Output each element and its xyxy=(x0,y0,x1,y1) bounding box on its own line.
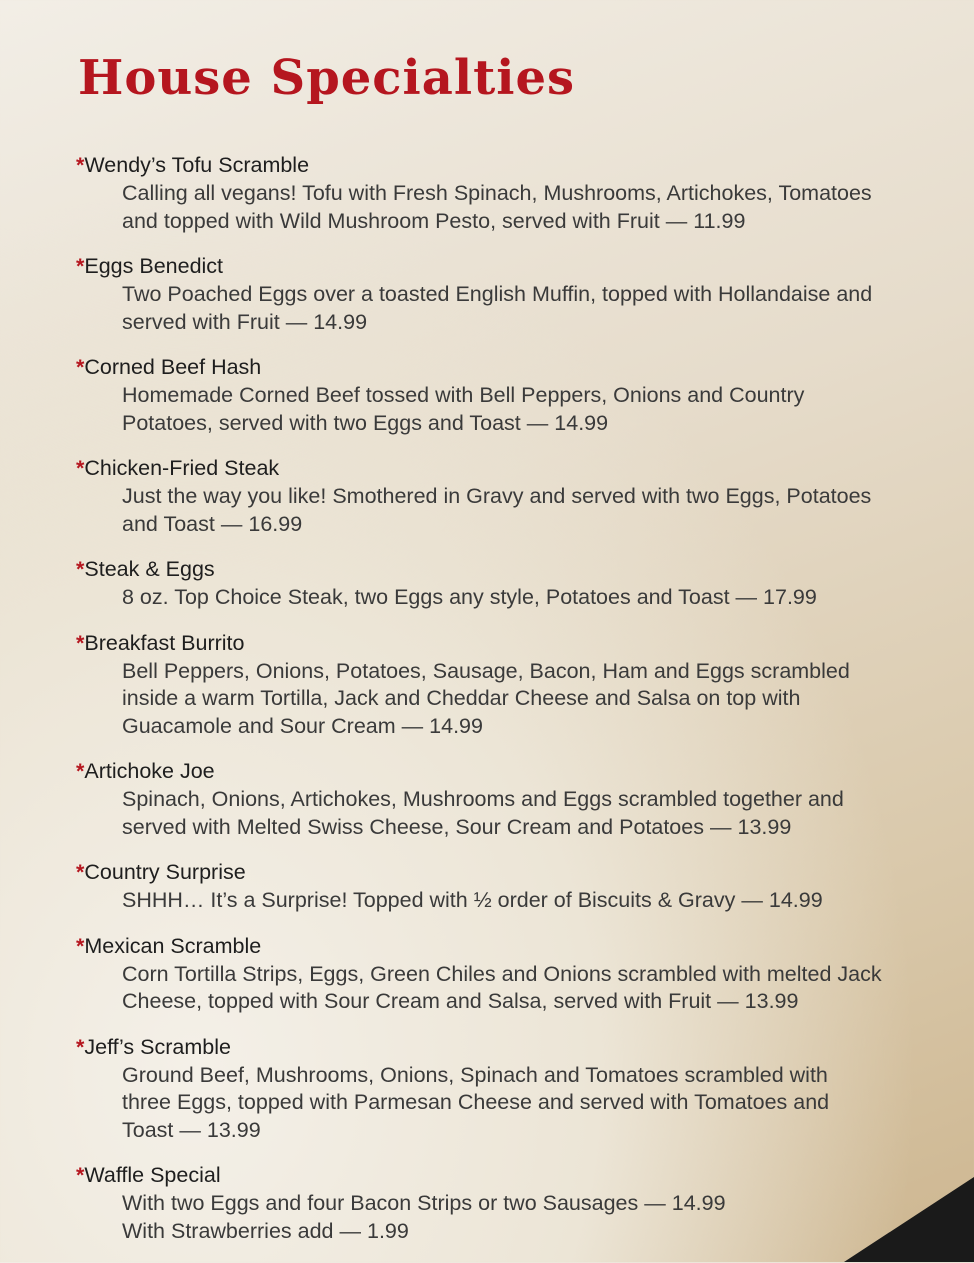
menu-item xyxy=(76,556,956,612)
description-text: Guacamole and Sour Cream xyxy=(122,713,396,738)
price-dash: — xyxy=(401,713,424,738)
description-line xyxy=(122,281,956,309)
item-description xyxy=(122,281,956,336)
price-dash: — xyxy=(179,1117,201,1142)
item-description xyxy=(122,961,956,1016)
description-text: With two Eggs and four Bacon Strips or two Sausages xyxy=(122,1191,639,1215)
page-title: House Specialties xyxy=(78,50,576,106)
item-price: 14.99 xyxy=(671,1191,726,1215)
item-title: Chicken-Fried Steak xyxy=(84,456,280,480)
price-dash: — xyxy=(644,1191,666,1215)
menu-item xyxy=(76,1034,956,1145)
item-title: Wendy’s Tofu Scramble xyxy=(84,153,310,177)
description-line xyxy=(122,814,956,842)
extra-price: 1.99 xyxy=(367,1218,409,1243)
item-price: 14.99 xyxy=(313,309,368,334)
description-text: 8 oz. Top Choice Steak, two Eggs any style, Potatoes and Toast xyxy=(122,585,730,609)
item-title: Eggs Benedict xyxy=(84,254,224,278)
star-icon: * xyxy=(76,153,85,177)
description-line xyxy=(122,1062,956,1090)
item-price: 13.99 xyxy=(737,814,792,839)
star-icon: * xyxy=(76,630,85,655)
description-line xyxy=(122,713,956,741)
item-title: Steak & Eggs xyxy=(84,557,215,581)
description-text: Corn Tortilla Strips, Eggs, Green Chiles and Onions scrambled with melted Jack xyxy=(122,961,882,986)
description-line xyxy=(122,309,956,337)
item-description xyxy=(122,1062,956,1145)
item-price: 14.99 xyxy=(554,410,609,435)
description-line xyxy=(122,511,956,539)
item-title: Waffle Special xyxy=(84,1163,221,1187)
item-price: 14.99 xyxy=(429,713,483,738)
description-line xyxy=(122,988,956,1016)
description-text: served with Fruit xyxy=(122,309,280,334)
item-price: 13.99 xyxy=(206,1117,261,1142)
item-description xyxy=(122,180,956,235)
price-dash: — xyxy=(709,814,732,839)
description-text: and topped with Wild Mushroom Pesto, served with Fruit xyxy=(122,208,660,233)
extra-line xyxy=(122,1218,956,1246)
item-price: 16.99 xyxy=(248,511,303,536)
star-icon: * xyxy=(76,1034,85,1059)
description-text: Spinach, Onions, Artichokes, Mushrooms and Eggs scrambled together and xyxy=(122,787,844,811)
item-name xyxy=(76,859,956,885)
description-text: Two Poached Eggs over a toasted English Muffin, topped with Hollandaise and xyxy=(122,282,873,306)
price-dash: — xyxy=(526,410,549,435)
description-text: Just the way you like! Smothered in Gravy and served with two Eggs, Potatoes xyxy=(122,484,872,508)
item-price: 13.99 xyxy=(744,989,799,1013)
star-icon: * xyxy=(76,759,85,783)
description-text: Calling all vegans! Tofu with Fresh Spinach, Mushrooms, Artichokes, Tomatoes xyxy=(122,181,872,205)
item-name xyxy=(76,1162,956,1188)
description-text: and Toast xyxy=(122,511,215,536)
item-price: 11.99 xyxy=(693,208,746,233)
description-line xyxy=(122,208,956,236)
item-name xyxy=(76,152,956,178)
menu-item xyxy=(76,1162,956,1245)
item-title: Artichoke Joe xyxy=(84,759,215,783)
description-line xyxy=(122,410,956,438)
description-line xyxy=(122,584,956,612)
description-line xyxy=(122,382,956,410)
star-icon: * xyxy=(76,933,85,958)
star-icon: * xyxy=(76,254,85,278)
description-line xyxy=(122,786,956,814)
description-text: Toast xyxy=(122,1117,174,1142)
description-text: SHHH… It’s a Surprise! Topped with ½ order of Biscuits & Gravy xyxy=(122,888,736,912)
item-name xyxy=(76,253,956,279)
price-dash: — xyxy=(741,888,763,912)
description-line xyxy=(122,658,956,686)
item-name xyxy=(76,1034,956,1060)
description-text: Cheese, topped with Sour Cream and Salsa, served with Fruit xyxy=(122,989,712,1013)
star-icon: * xyxy=(76,557,85,581)
description-line xyxy=(122,1190,956,1218)
description-line xyxy=(122,483,956,511)
menu-item xyxy=(76,152,956,235)
item-name xyxy=(76,455,956,481)
description-text: inside a warm Tortilla, Jack and Cheddar Cheese and Salsa on top with xyxy=(122,686,801,710)
item-name xyxy=(76,758,956,784)
item-description xyxy=(122,584,956,612)
item-name xyxy=(76,630,956,656)
item-title: Jeff’s Scramble xyxy=(84,1034,231,1059)
item-description xyxy=(122,483,956,538)
menu-item xyxy=(76,253,956,336)
description-text: three Eggs, topped with Parmesan Cheese and served with Tomatoes and xyxy=(122,1090,830,1114)
description-text: Potatoes, served with two Eggs and Toast xyxy=(122,410,521,435)
description-line xyxy=(122,685,956,713)
item-title: Country Surprise xyxy=(84,860,246,884)
star-icon: * xyxy=(76,456,85,480)
star-icon: * xyxy=(76,355,85,379)
price-dash: — xyxy=(735,585,758,609)
description-line xyxy=(122,887,956,915)
item-name xyxy=(76,556,956,582)
menu-list xyxy=(76,152,956,1263)
price-dash: — xyxy=(339,1218,361,1243)
menu-item xyxy=(76,354,956,437)
item-description xyxy=(122,887,956,915)
description-text: Ground Beef, Mushrooms, Onions, Spinach and Tomatoes scrambled with xyxy=(122,1062,828,1087)
price-dash: — xyxy=(717,989,739,1013)
item-description xyxy=(122,786,956,841)
item-price: 17.99 xyxy=(763,585,817,609)
menu-item xyxy=(76,859,956,915)
item-name xyxy=(76,933,956,959)
star-icon: * xyxy=(76,1163,85,1187)
description-line xyxy=(122,961,956,989)
item-title: Breakfast Burrito xyxy=(84,630,245,655)
item-description xyxy=(122,1190,956,1245)
price-dash: — xyxy=(285,309,308,334)
star-icon: * xyxy=(76,860,85,884)
extra-text: With Strawberries add xyxy=(122,1218,334,1243)
description-text: Bell Peppers, Onions, Potatoes, Sausage, Bacon, Ham and Eggs scrambled xyxy=(122,658,850,683)
item-title: Mexican Scramble xyxy=(84,933,262,958)
description-line xyxy=(122,1117,956,1145)
menu-item xyxy=(76,630,956,741)
price-dash: — xyxy=(220,511,243,536)
description-line xyxy=(122,180,956,208)
item-title: Corned Beef Hash xyxy=(84,355,262,379)
price-dash: — xyxy=(665,208,688,233)
description-text: served with Melted Swiss Cheese, Sour Cream and Potatoes xyxy=(122,814,704,839)
item-description xyxy=(122,382,956,437)
item-price: 14.99 xyxy=(768,888,823,912)
item-description xyxy=(122,658,956,741)
menu-item xyxy=(76,933,956,1016)
description-line xyxy=(122,1089,956,1117)
item-name xyxy=(76,354,956,380)
menu-item xyxy=(76,758,956,841)
menu-item xyxy=(76,455,956,538)
description-text: Homemade Corned Beef tossed with Bell Peppers, Onions and Country xyxy=(122,383,805,407)
corner-decoration xyxy=(844,1177,974,1262)
